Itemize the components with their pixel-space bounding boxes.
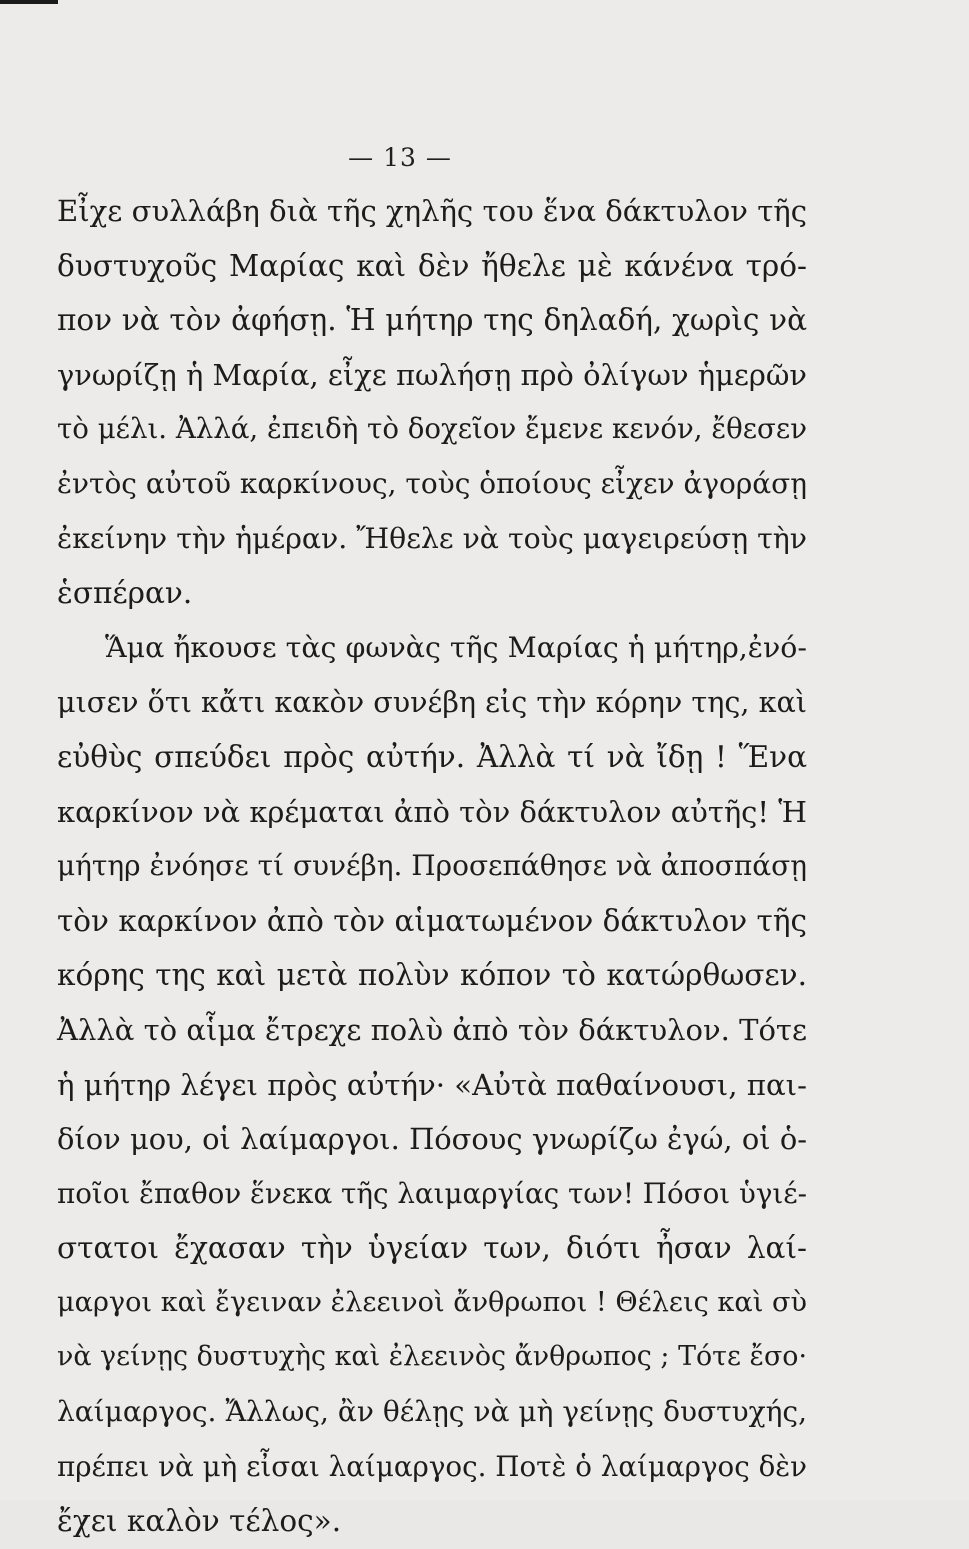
text-line: δυστυχοῦς Μαρίας καὶ δὲν ἤθελε μὲ κάνένα τρό- [57, 248, 807, 283]
scan-edge-mark [0, 0, 58, 4]
text-line: μισεν ὅτι κἄτι κακὸν συνέβη εἰς τὴν κόρην της, καὶ [57, 685, 807, 720]
text-line: νὰ γείνῃς δυστυχὴς καὶ ἐλεεινὸς ἄνθρωπος ; Τότε ἔσο· [57, 1341, 807, 1373]
text-line: Ἅμα ἤκουσε τὰς φωνὰς τῆς Μαρίας ἡ μήτηρ,ἐνό- [105, 630, 807, 664]
text-line: Ἀλλὰ τὸ αἷμα ἔτρεχε πολὺ ἀπὸ τὸν δάκτυλον. Τότε [57, 1012, 807, 1047]
text-line: πρέπει νὰ μὴ εἶσαι λαίμαργος. Ποτὲ ὁ λαίμαργος δὲν [57, 1449, 807, 1483]
text-line: ἔχει καλὸν τέλος». [57, 1504, 342, 1539]
page-number: — 13 — [348, 143, 452, 172]
text-line: εὐθὺς σπεύδει πρὸς αὐτήν. Ἀλλὰ τί νὰ ἴδῃ ! Ἕνα [57, 739, 807, 774]
text-line: μήτηρ ἐνόησε τί συνέβη. Προσεπάθησε νὰ ἀποσπάσῃ [57, 849, 807, 883]
text-line: Εἶχε συλλάβη διὰ τῆς χηλῆς του ἕνα δάκτυλον τῆς [57, 194, 807, 228]
text-line: μαργοι καὶ ἔγειναν ἐλεεινοὶ ἄνθρωποι ! Θέλεις καὶ σὺ [57, 1286, 807, 1318]
text-line: λαίμαργος. Ἄλλως, ἂν θέλῃς νὰ μὴ γείνῃς δυστυχής, [57, 1395, 807, 1429]
text-line: ἡ μήτηρ λέγει πρὸς αὐτήν· «Αὐτὰ παθαίνουσι, παι- [57, 1067, 807, 1102]
text-line: ἑσπέραν. [57, 576, 193, 611]
text-line: στατοι ἔχασαν τὴν ὑγείαν των, διότι ἦσαν λαί- [57, 1231, 807, 1266]
text-line: ἐντὸς αὐτοῦ καρκίνους, τοὺς ὁποίους εἶχεν ἀγοράσῃ [57, 466, 807, 500]
text-line: γνωρίζῃ ἡ Μαρία, εἶχε πωλήσῃ πρὸ ὀλίγων ἡμερῶν [57, 357, 807, 392]
text-line: κόρης της καὶ μετὰ πολὺν κόπον τὸ κατώρθωσεν. [57, 958, 807, 993]
text-line: τὸ μέλι. Ἀλλά, ἐπειδὴ τὸ δοχεῖον ἔμενε κενόν, ἔθεσεν [57, 412, 807, 446]
text-line: δίον μου, οἱ λαίμαργοι. Πόσους γνωρίζω ἐγώ, οἱ ὁ- [57, 1122, 807, 1157]
text-line: ποῖοι ἔπαθον ἕνεκα τῆς λαιμαργίας των! Πόσοι ὑγιέ- [57, 1176, 807, 1210]
text-line: καρκίνον νὰ κρέμαται ἀπὸ τὸν δάκτυλον αὐτῆς! Ἡ [57, 794, 807, 829]
text-line: πον νὰ τὸν ἀφήσῃ. Ἡ μήτηρ της δηλαδή, χωρὶς νὰ [57, 303, 807, 338]
body-text [57, 184, 807, 1549]
text-line: τὸν καρκίνον ἀπὸ τὸν αἱματωμένον δάκτυλον τῆς [57, 903, 807, 938]
text-line: ἐκείνην τὴν ἡμέραν. Ἤθελε νὰ τοὺς μαγειρεύσῃ τὴν [57, 521, 807, 555]
